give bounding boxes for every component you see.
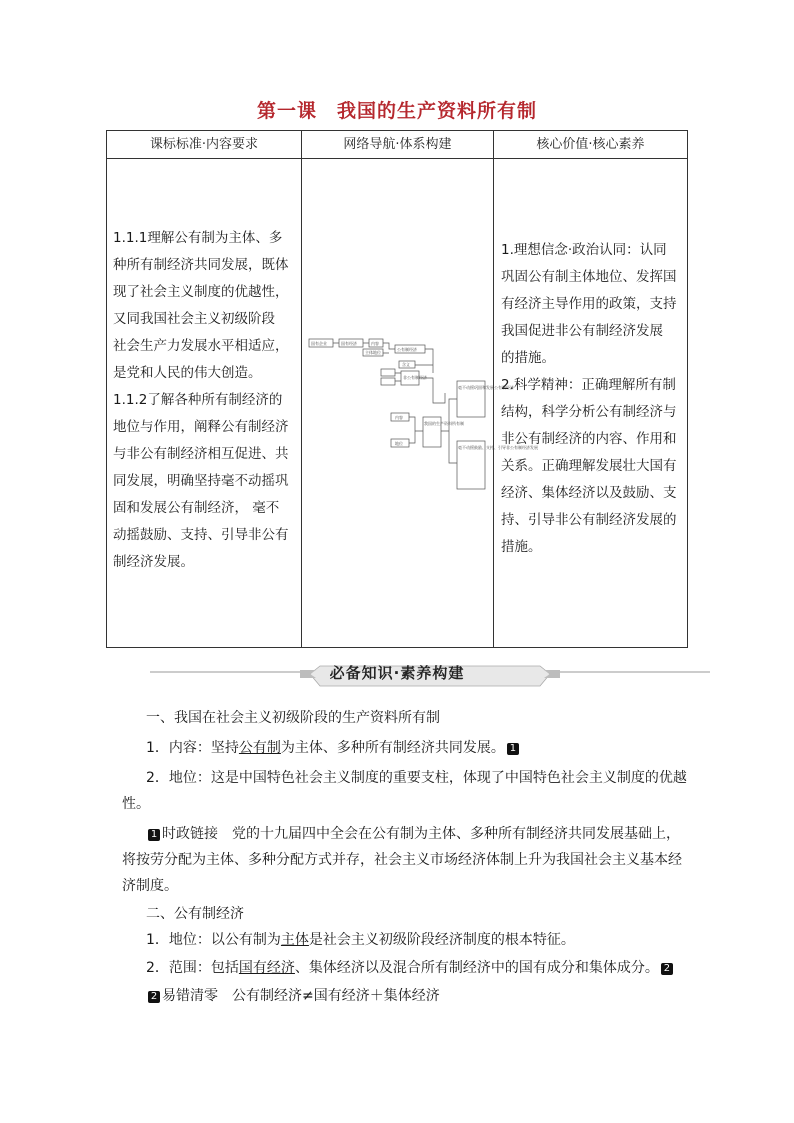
table-header-navigation: 网络导航·体系构建 bbox=[301, 131, 494, 159]
note-common-error: 2 易错清零 公有制经济≠国有经济＋集体经济 bbox=[146, 982, 440, 1010]
diagram-label: 内容 bbox=[371, 341, 379, 346]
diagram-label: 我国的生产资料所有制 bbox=[424, 421, 464, 426]
diagram-label: 公有制经济 bbox=[397, 347, 417, 352]
footnote-marker: 2 bbox=[148, 991, 160, 1003]
footnote-marker: 1 bbox=[148, 829, 160, 841]
banner-title: 必备知识·素养构建 bbox=[329, 664, 465, 682]
values-text: 1.理想信念·政治认同：认同 巩固公有制主体地位、发挥国 有经济主导作用的政策，支持 我国促进非公有制经济发展 的措施。 2.科学精神：正确理解所有制 结构，科学分析公有制经济与 非公有制经济的内容、作用和 关系。正确理解发展壮大国有 经济、集体经济以及鼓励、支 持、引导非公有制经济发展的 措施。 bbox=[501, 242, 677, 555]
diagram-label: 国有企业 bbox=[311, 341, 327, 346]
column-divider bbox=[301, 131, 302, 647]
table-header-values: 核心价值·核心素养 bbox=[494, 131, 687, 159]
section1-heading: 一、我国在社会主义初级阶段的生产资料所有制 bbox=[146, 710, 440, 726]
diagram-label: 非公有制经济 bbox=[403, 375, 427, 380]
section1-item1: 1．内容：坚持公有制为主体、多种所有制经济共同发展。 1 bbox=[146, 734, 521, 762]
lesson-overview-table bbox=[106, 130, 688, 648]
table-header-standards: 课标标准·内容要求 bbox=[107, 131, 301, 159]
note-current-affairs-line2: 将按劳分配为主体、多种分配方式并存，社会主义市场经济体制上升为我国社会主义基本经 bbox=[122, 852, 682, 868]
diagram-label: 地位 bbox=[395, 441, 403, 446]
section2-heading: 二、公有制经济 bbox=[146, 906, 244, 922]
page-title: 第一课 我国的生产资料所有制 bbox=[256, 100, 537, 122]
diagram-label: 毫不动摇巩固和发展公有制经济 bbox=[458, 385, 514, 390]
section2-item2: 2．范围：包括国有经济、集体经济以及混合所有制经济中的国有成分和集体成分。 2 bbox=[146, 954, 675, 982]
diagram-label: 含义 bbox=[402, 362, 410, 367]
diagram-label: 内容 bbox=[395, 415, 403, 420]
note-current-affairs: 1 时政链接 党的十九届四中全会在公有制为主体、多种所有制经济共同发展基础上， bbox=[146, 820, 680, 848]
section1-item2-cont: 性。 bbox=[122, 796, 150, 812]
diagram-label: 毫不动摇鼓励、支持、引导非公有制经济发展 bbox=[458, 445, 538, 450]
diagram-label: 国有经济 bbox=[341, 341, 357, 346]
footnote-marker: 2 bbox=[661, 963, 673, 975]
section2-item1: 1．地位：以公有制为主体是社会主义初级阶段经济制度的根本特征。 bbox=[146, 932, 575, 948]
knowledge-structure-diagram bbox=[305, 313, 538, 563]
section1-item2: 2．地位：这是中国特色社会主义制度的重要支柱，体现了中国特色社会主义制度的优越 bbox=[146, 770, 687, 786]
diagram-label: 主体地位 bbox=[365, 350, 381, 355]
note-current-affairs-line3: 济制度。 bbox=[122, 878, 178, 894]
footnote-marker: 1 bbox=[507, 743, 519, 755]
standards-text: 1.1.1理解公有制为主体、多 种所有制经济共同发展，既体 现了社会主义制度的优越性， 又同我国社会主义初级阶段 社会生产力发展水平相适应， 是党和人民的伟大创造。 1.1.2了解各种所有制经济的 地位与作用，阐释公有制经济 与非公有制经济相互促进、共 同发展，明确坚持毫不动摇巩 固和发展公有制经济， 毫不 动摇鼓励、支持、引导非公有 制经济发展。 bbox=[113, 230, 289, 570]
